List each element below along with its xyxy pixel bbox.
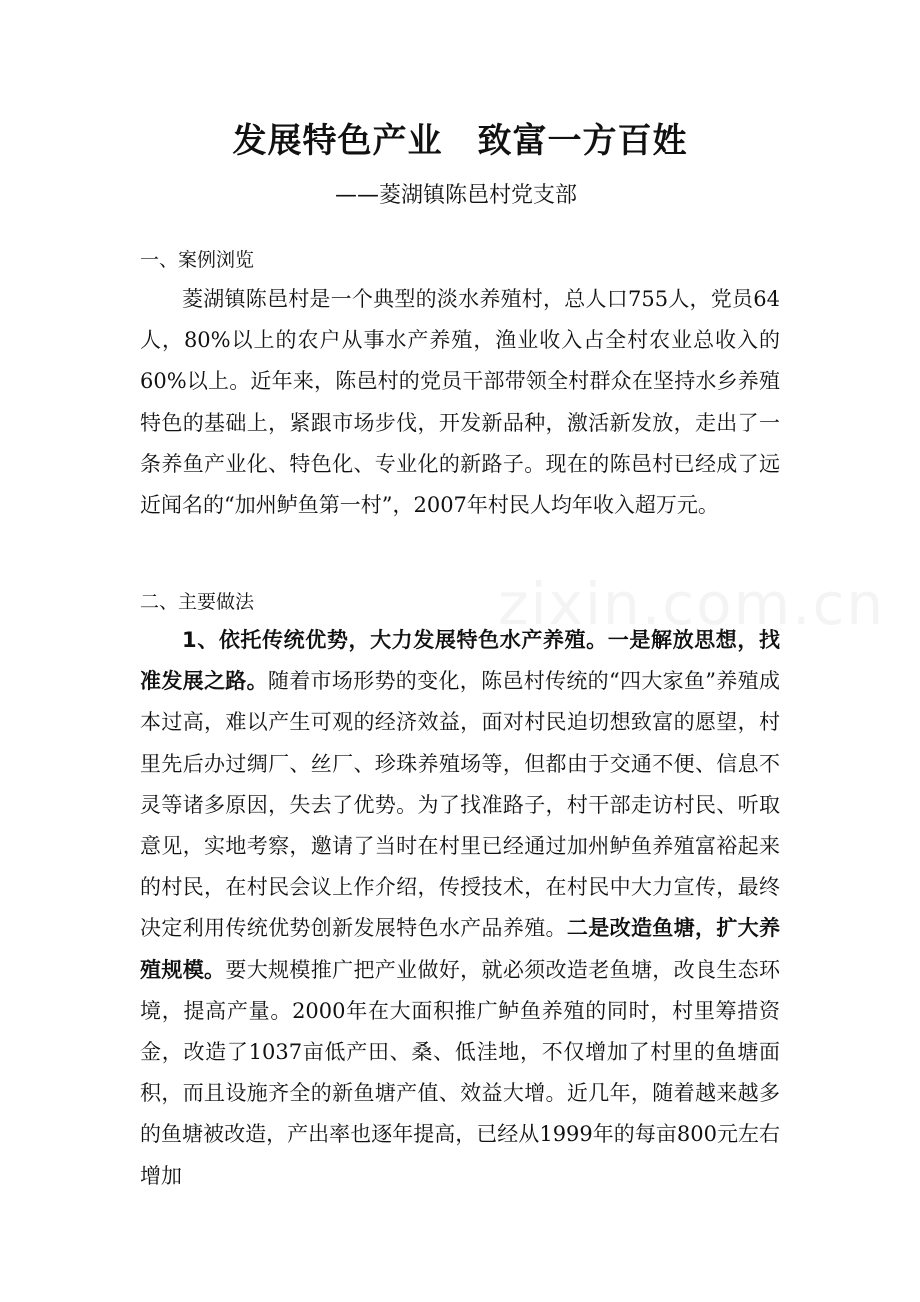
practice-lead-bold: 1、依托传统优势，大力发展特色水产养殖。一是解放思想，找准发展之路。	[140, 628, 780, 694]
paragraph-practices	[140, 620, 780, 1197]
watermark-text: zixin.com.cn	[498, 570, 886, 638]
practice-text-b: 要大规模推广把产业做好，就必须改造老鱼塘，改良生态环境，提高产量。2000年在大面积推广鲈鱼养殖的同时，村里筹措资金，改造了1037亩低产田、桑、低洼地，不仅增加了村里的鱼塘面积，而且设施齐全的新鱼塘产值、效益大增。近几年，随着越来越多的鱼塘被改造，产出率也逐年提高，已经从1999年的每亩800元左右增加	[140, 957, 781, 1188]
section-heading-overview: 一、案例浏览	[140, 249, 255, 271]
paragraph-overview: 菱湖镇陈邑村是一个典型的淡水养殖村，总人口755人，党员64人，80%以上的农户从事水产养殖，渔业收入占全村农业总收入的60%以上。近年来，陈邑村的党员干部带领全村群众在坚持水乡养殖特色的基础上，紧跟市场步伐，开发新品种，激活新发放，走出了一条养鱼产业化、特色化、专业化的新路子。现在的陈邑村已经成了远近闻名的“加州鲈鱼第一村”，2007年村民人均年收入超万元。	[140, 287, 780, 518]
section-heading-practices: 二、主要做法	[140, 591, 255, 613]
practice-bold-b: 二是改造鱼塘，扩大养殖规模。	[140, 916, 781, 982]
document-subtitle: ——菱湖镇陈邑村党支部	[335, 183, 578, 208]
document-title: 发展特色产业 致富一方百姓	[232, 121, 688, 161]
practice-text-a: 随着市场形势的变化，陈邑村传统的“四大家鱼”养殖成本过高，难以产生可观的经济效益，面对村民迫切想致富的愿望，村里先后办过绸厂、丝厂、珍珠养殖场等，但都由于交通不便、信息不灵等诸多原因，失去了优势。为了找准路子，村干部走访村民、听取意见，实地考察，邀请了当时在村里已经通过加州鲈鱼养殖富裕起来的村民，在村民会议上作介绍，传授技术，在村民中大力宣传，最终决定利用传统优势创新发展特色水产品养殖。	[140, 669, 780, 941]
